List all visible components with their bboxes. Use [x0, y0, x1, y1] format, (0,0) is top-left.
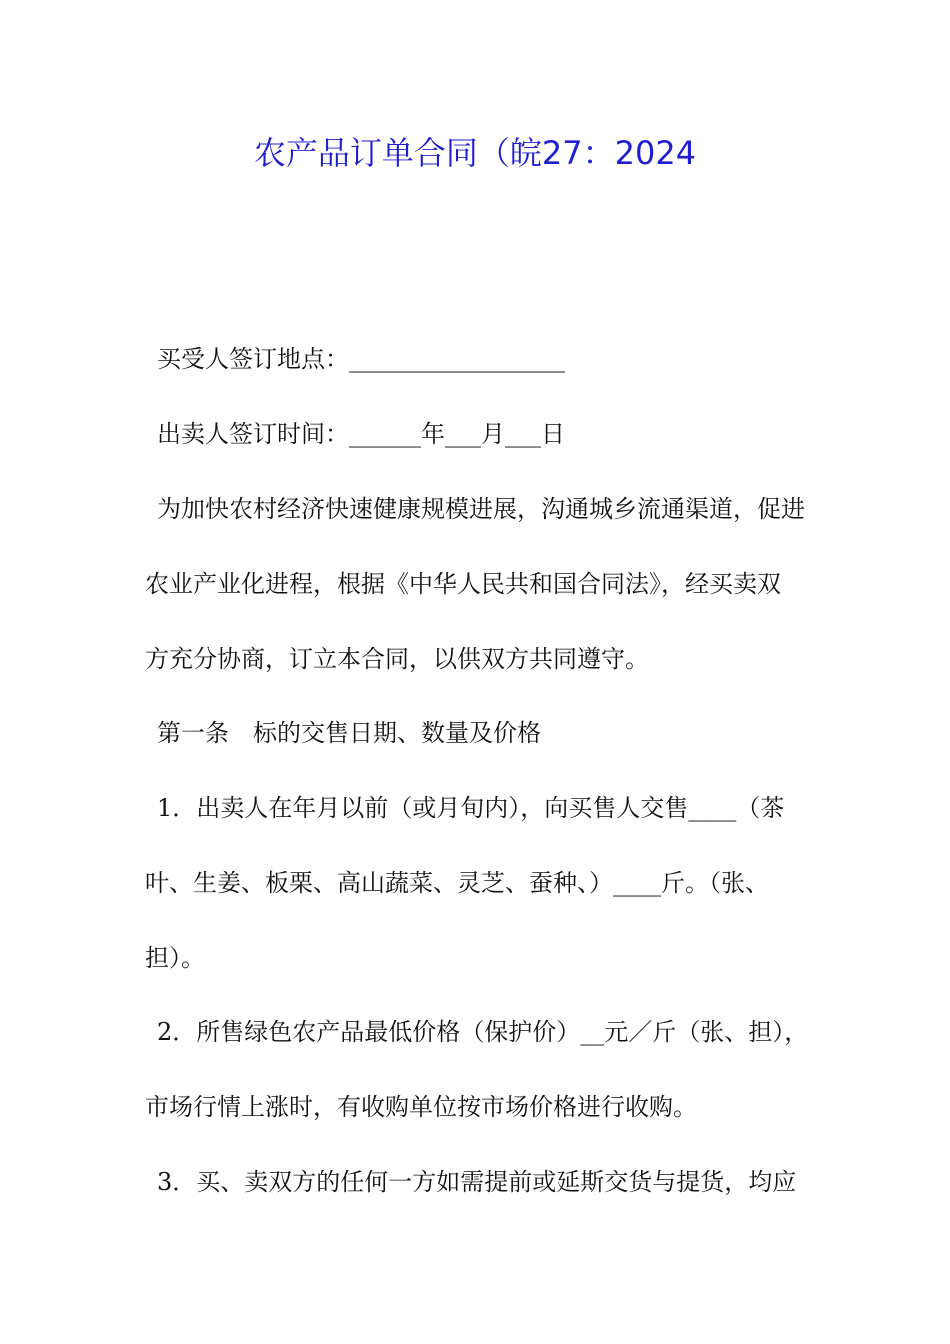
signing-time-line: 出卖人签订时间：______年___月___日	[157, 420, 565, 448]
clause-line: 1．出卖人在年月以前（或月旬内），向买售人交售____（茶	[157, 794, 785, 822]
paragraph-line: 农业产业化进程，根据《中华人民共和国合同法》，经买卖双	[145, 570, 781, 598]
clause-line: 叶、生姜、板栗、高山蔬菜、灵芝、蚕种、）____斤。（张、	[145, 869, 769, 897]
paragraph-line: 方充分协商，订立本合同，以供双方共同遵守。	[145, 645, 649, 673]
paragraph-line: 为加快农村经济快速健康规模进展，沟通城乡流通渠道，促进	[157, 495, 805, 523]
clause-line: 担）。	[145, 944, 205, 972]
document-title: 农产品订单合同（皖27：2024	[253, 134, 697, 172]
clause-line: 市场行情上涨时，有收购单位按市场价格进行收购。	[145, 1093, 697, 1121]
article-heading: 第一条 标的交售日期、数量及价格	[157, 719, 541, 747]
clause-line: 2．所售绿色农产品最低价格（保护价）__元／斤（张、担），	[157, 1018, 809, 1046]
signing-place-line: 买受人签订地点：__________________	[157, 345, 565, 373]
clause-line: 3．买、卖双方的任何一方如需提前或延斯交货与提货，均应	[157, 1168, 797, 1196]
